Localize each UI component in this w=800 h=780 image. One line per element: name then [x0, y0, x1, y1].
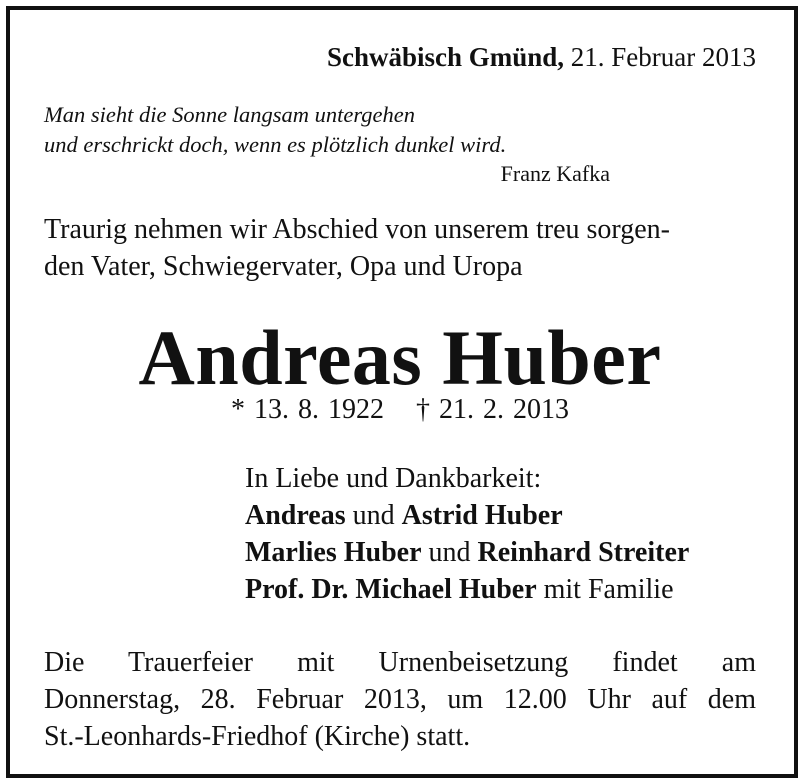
quote [44, 100, 506, 160]
mourner-name: Prof. Dr. Michael Huber [245, 574, 537, 605]
intro-text [44, 211, 756, 285]
funeral-line-1: Die Trauerfeier mit Urnenbeisetzung findet am [44, 647, 756, 678]
mourner-name: Astrid Huber [401, 500, 563, 531]
mourner-line [245, 571, 689, 608]
quote-author: Franz Kafka [500, 161, 610, 186]
place-date-line [327, 42, 756, 73]
intro-line-1: Traurig nehmen wir Abschied von unserem treu sorgen- [44, 214, 670, 245]
birth-date: * 13. 8. 1922 [231, 394, 384, 425]
notice-date: 21. Februar 2013 [570, 42, 756, 72]
death-date: † 21. 2. 2013 [416, 394, 569, 425]
place: Schwäbisch Gmünd, [326, 42, 565, 72]
mourner-name: Marlies Huber [245, 537, 422, 568]
life-dates [0, 394, 800, 426]
mourner-join: und [345, 500, 402, 531]
mourners-list [245, 460, 689, 608]
intro-line-2: den Vater, Schwiegervater, Opa und Uropa [44, 251, 523, 282]
funeral-line-2: Donnerstag, 28. Februar 2013, um 12.00 Uhr auf dem [44, 684, 756, 715]
funeral-notice [44, 644, 756, 755]
quote-line-2: und erschrickt doch, wenn es plötzlich dunkel wird. [44, 132, 507, 157]
mourner-line [245, 534, 689, 571]
funeral-line-3: St.-Leonhards-Friedhof (Kirche) statt. [44, 721, 471, 752]
mourner-name: Reinhard Streiter [477, 537, 690, 568]
deceased-name: Andreas Huber [138, 314, 662, 401]
quote-line-1: Man sieht die Sonne langsam untergehen [44, 102, 415, 127]
mourners-heading: In Liebe und Dankbarkeit: [245, 463, 542, 494]
mourner-join: und [421, 537, 478, 568]
mourner-name: Andreas [245, 500, 346, 531]
mourner-suffix: mit Familie [536, 574, 674, 605]
mourner-line [245, 497, 689, 534]
